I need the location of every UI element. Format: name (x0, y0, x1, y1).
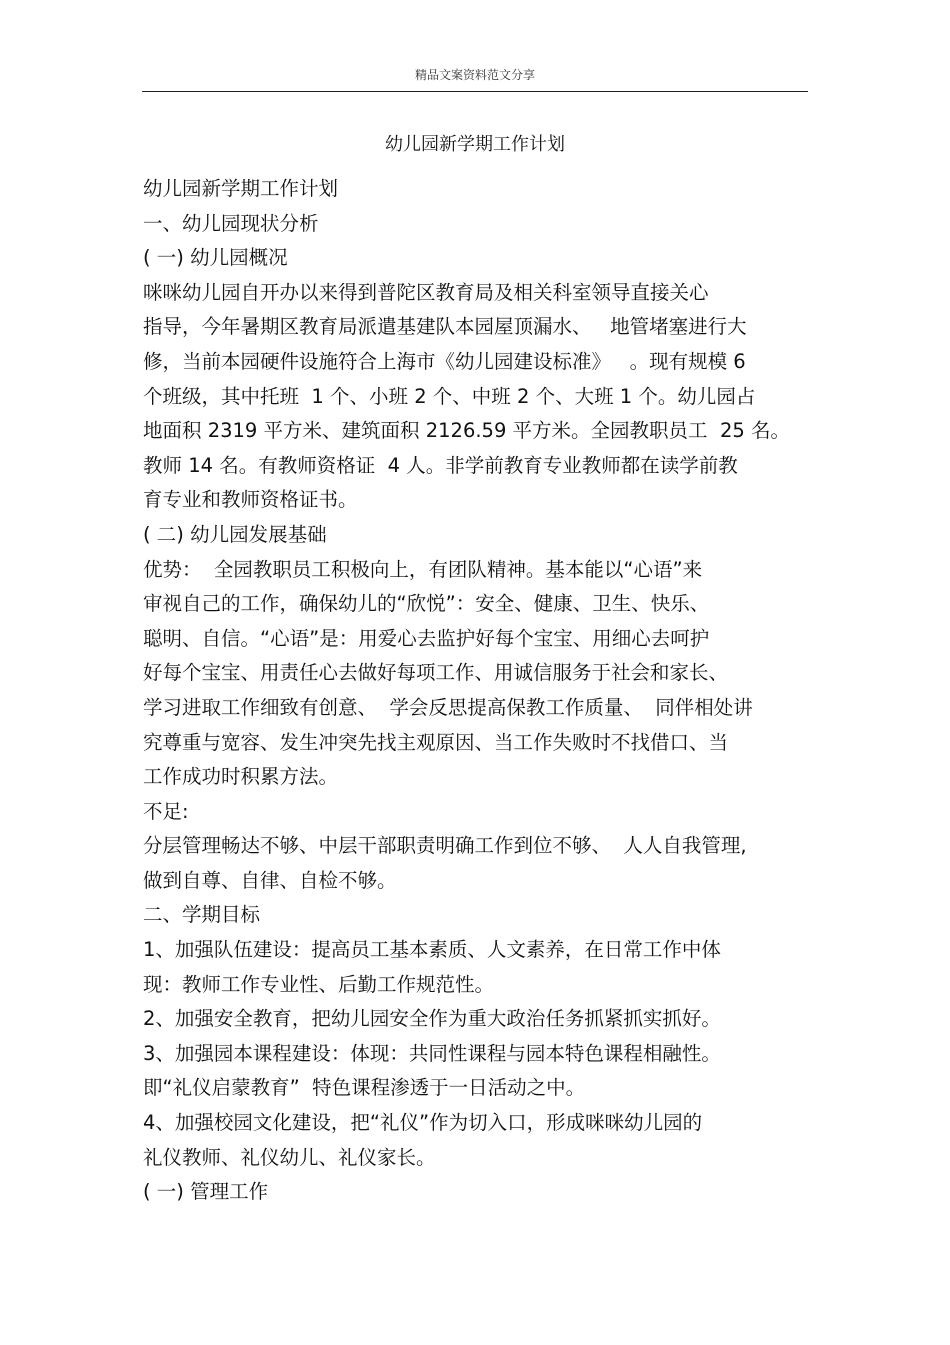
body-line: 工作成功时积累方法。 (143, 765, 339, 789)
body-line: ( 二) 幼儿园发展基础 (143, 522, 327, 546)
body-line: 2、加强安全教育，把幼儿园安全作为重大政治任务抓紧抓实抓好。 (143, 1007, 721, 1031)
page-header: 精品文案资料范文分享 (414, 68, 535, 82)
body-line: 幼儿园新学期工作计划 (143, 177, 339, 200)
body-line: ( 一) 幼儿园概况 (143, 246, 288, 270)
document-body (143, 172, 808, 1210)
body-line: 礼仪教师、礼仪幼儿、礼仪家长。 (143, 1145, 436, 1169)
body-line: 个班级，其中托班 1 个、小班 2 个、中班 2 个、大班 1 个。幼儿园占 (143, 384, 756, 408)
body-line: 地面积 2319 平方米、建筑面积 2126.59 平方米。全园教职员工 25 名。 (143, 419, 790, 443)
body-line: 一、幼儿园现状分析 (143, 211, 319, 235)
body-line: 3、加强园本课程建设：体现：共同性课程与园本特色课程相融性。 (143, 1041, 721, 1065)
body-line: 好每个宝宝、用责任心去做好每项工作、用诚信服务于社会和家长、 (143, 661, 729, 685)
body-line: 分层管理畅达不够、中层干部职责明确工作到位不够、 人人自我管理, (143, 834, 747, 858)
body-line: 学习进取工作细致有创意、 学会反思提高保教工作质量、 同伴相处讲 (143, 695, 753, 719)
document-title: 幼儿园新学期工作计划 (385, 134, 565, 155)
body-line: 1、加强队伍建设：提高员工基本素质、人文素养，在日常工作中体 (143, 938, 721, 962)
body-line: 究尊重与宽容、发生冲突先找主观原因、当工作失败时不找借口、当 (143, 730, 729, 754)
body-line: 现：教师工作专业性、后勤工作规范性。 (143, 972, 495, 996)
body-line: 4、加强校园文化建设，把“礼仪”作为切入口，形成咪咪幼儿园的 (143, 1111, 703, 1135)
body-line: 即“礼仪启蒙教育” 特色课程渗透于一日活动之中。 (143, 1076, 586, 1100)
body-line: 优势： 全园教职员工积极向上，有团队精神。基本能以“心语”来 (143, 557, 703, 581)
header-divider (142, 91, 808, 92)
body-line: 咪咪幼儿园自开办以来得到普陀区教育局及相关科室领导直接关心 (143, 280, 709, 304)
body-line: 做到自尊、自律、自检不够。 (143, 868, 397, 892)
body-line: 修，当前本园硬件设施符合上海市《幼儿园建设标准》 。现有规模 6 (143, 349, 746, 373)
body-line: 教师 14 名。有教师资格证 4 人。非学前教育专业教师都在读学前教 (143, 453, 738, 477)
body-line: ( 一) 管理工作 (143, 1180, 269, 1204)
body-line: 育专业和教师资格证书。 (143, 488, 358, 512)
body-line: 二、学期目标 (143, 903, 261, 927)
body-line: 指导，今年暑期区教育局派遣基建队本园屋顶漏水、 地管堵塞进行大 (143, 315, 747, 339)
body-line: 不足: (143, 799, 189, 823)
body-line: 审视自己的工作，确保幼儿的“欣悦”：安全、健康、卫生、快乐、 (143, 592, 710, 616)
body-line: 聪明、自信。“心语”是：用爱心去监护好每个宝宝、用细心去呵护 (143, 626, 710, 650)
